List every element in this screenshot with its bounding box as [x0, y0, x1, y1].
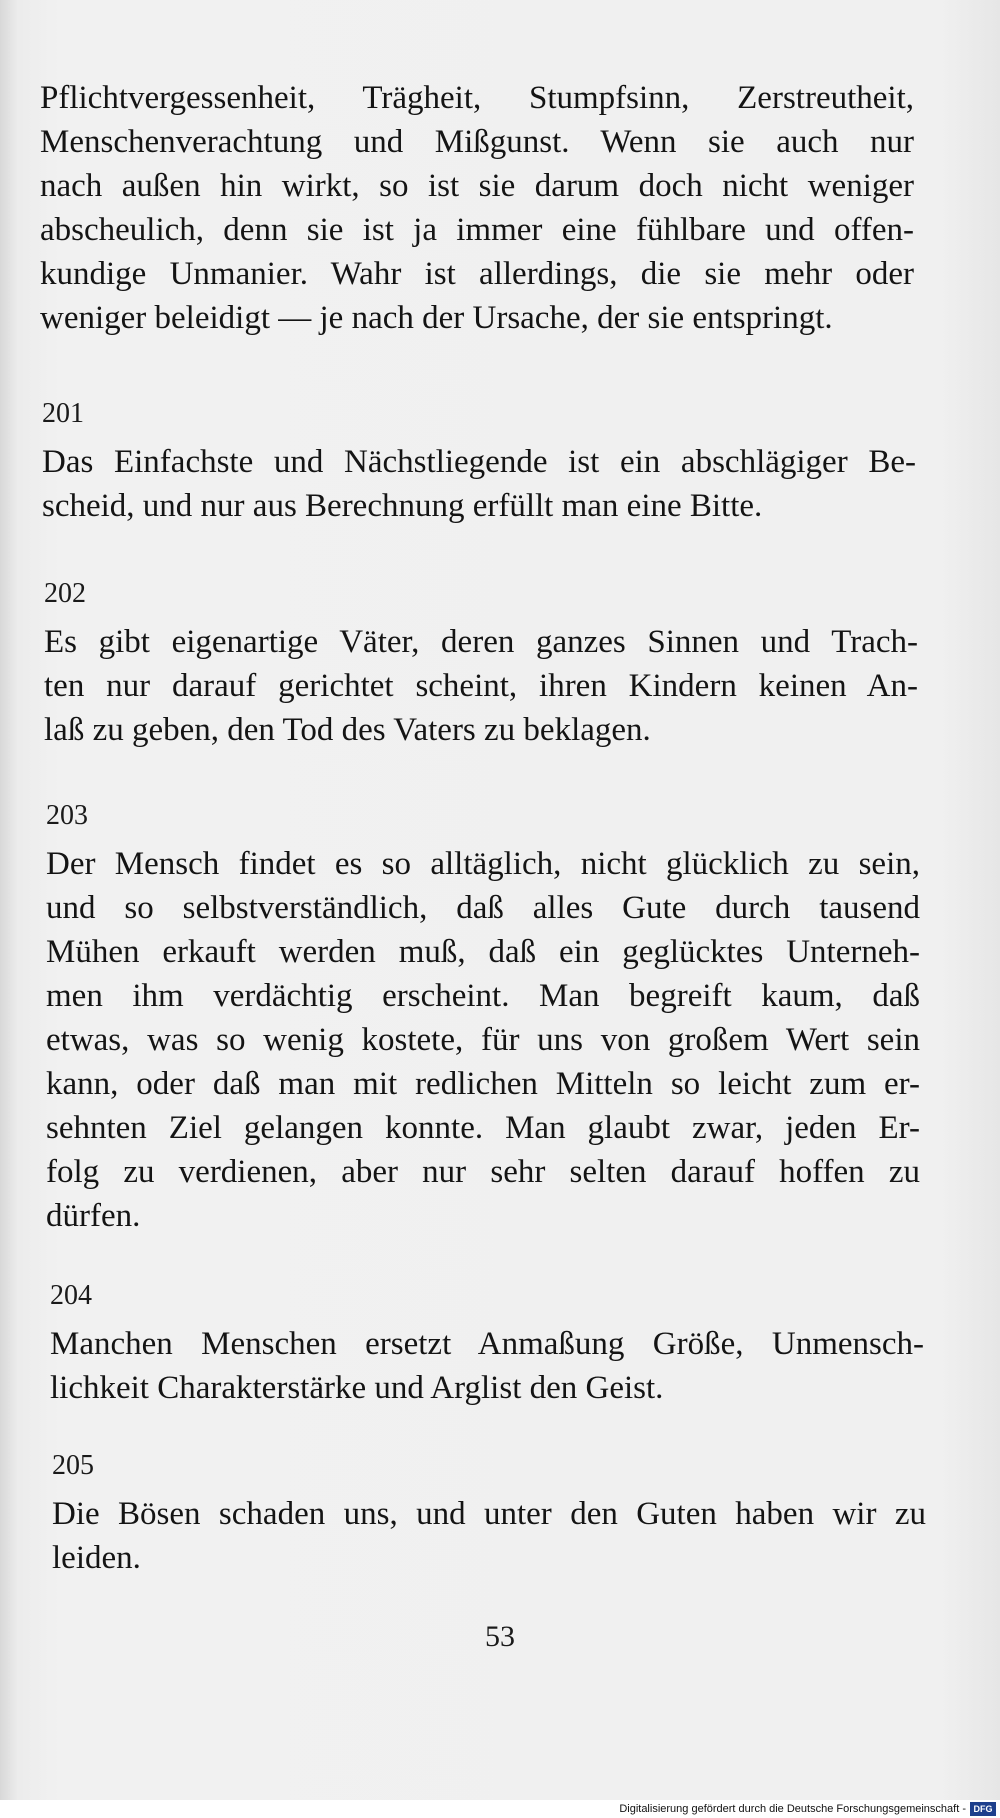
aphorism-number: 204 [50, 1280, 92, 1311]
text-line: abscheulich, denn sie ist ja immer eine fühlbare und offen- [40, 212, 914, 248]
text-line: kundige Unmanier. Wahr ist allerdings, die sie mehr oder [40, 256, 914, 292]
text-line: leiden. [52, 1540, 141, 1576]
text-line: Mühen erkauft werden muß, daß ein geglücktes Unterneh- [46, 934, 920, 970]
text-line: scheid, und nur aus Berechnung erfüllt man eine Bitte. [42, 488, 763, 524]
aphorism-205 [52, 1492, 926, 1580]
text-line: Pflichtvergessenheit, Trägheit, Stumpfsinn, Zerstreutheit, [40, 80, 914, 116]
page-number: 53 [485, 1620, 515, 1653]
aphorism-number: 202 [44, 578, 86, 609]
text-line: Die Bösen schaden uns, und unter den Guten haben wir zu [52, 1496, 926, 1532]
text-line: Es gibt eigenartige Väter, deren ganzes Sinnen und Trach- [44, 624, 918, 660]
text-line: Das Einfachste und Nächstliegende ist ein abschlägiger Be- [42, 444, 916, 480]
aphorism-number: 203 [46, 800, 88, 831]
text-line: Der Mensch findet es so alltäglich, nicht glücklich zu sein, [46, 846, 920, 882]
text-line: laß zu geben, den Tod des Vaters zu beklagen. [44, 712, 651, 748]
aphorism-number: 205 [52, 1450, 94, 1481]
text-line: ten nur darauf gerichtet scheint, ihren Kindern keinen An- [44, 668, 918, 704]
text-line: Menschenverachtung und Mißgunst. Wenn sie auch nur [40, 124, 914, 160]
text-line: dürfen. [46, 1198, 141, 1234]
text-line: men ihm verdächtig erscheint. Man begreift kaum, daß [46, 978, 920, 1014]
text-line: und so selbstverständlich, daß alles Gute durch tausend [46, 890, 920, 926]
text-line: etwas, was so wenig kostete, für uns von großem Wert sein [46, 1022, 920, 1058]
aphorism-number: 201 [42, 398, 84, 429]
text-line: nach außen hin wirkt, so ist sie darum doch nicht weniger [40, 168, 914, 204]
text-line: folg zu verdienen, aber nur sehr selten darauf hoffen zu [46, 1154, 920, 1190]
aphorism-204 [50, 1322, 924, 1410]
digitization-credit: Digitalisierung gefördert durch die Deutsche Forschungsgemeinschaft - [619, 1803, 966, 1815]
paragraph-continuation [40, 76, 914, 340]
aphorism-202 [44, 620, 918, 752]
text-line: sehnten Ziel gelangen konnte. Man glaubt zwar, jeden Er- [46, 1110, 920, 1146]
text-line: lichkeit Charakterstärke und Arglist den Geist. [50, 1370, 664, 1406]
text-line: kann, oder daß man mit redlichen Mitteln so leicht zum er- [46, 1066, 920, 1102]
text-line: weniger beleidigt — je nach der Ursache, der sie entspringt. [40, 300, 833, 336]
aphorism-203 [46, 842, 920, 1238]
aphorism-201 [42, 440, 916, 528]
text-line: Manchen Menschen ersetzt Anmaßung Größe, Unmensch- [50, 1326, 924, 1362]
dfg-logo-icon: DFG [970, 1802, 996, 1816]
